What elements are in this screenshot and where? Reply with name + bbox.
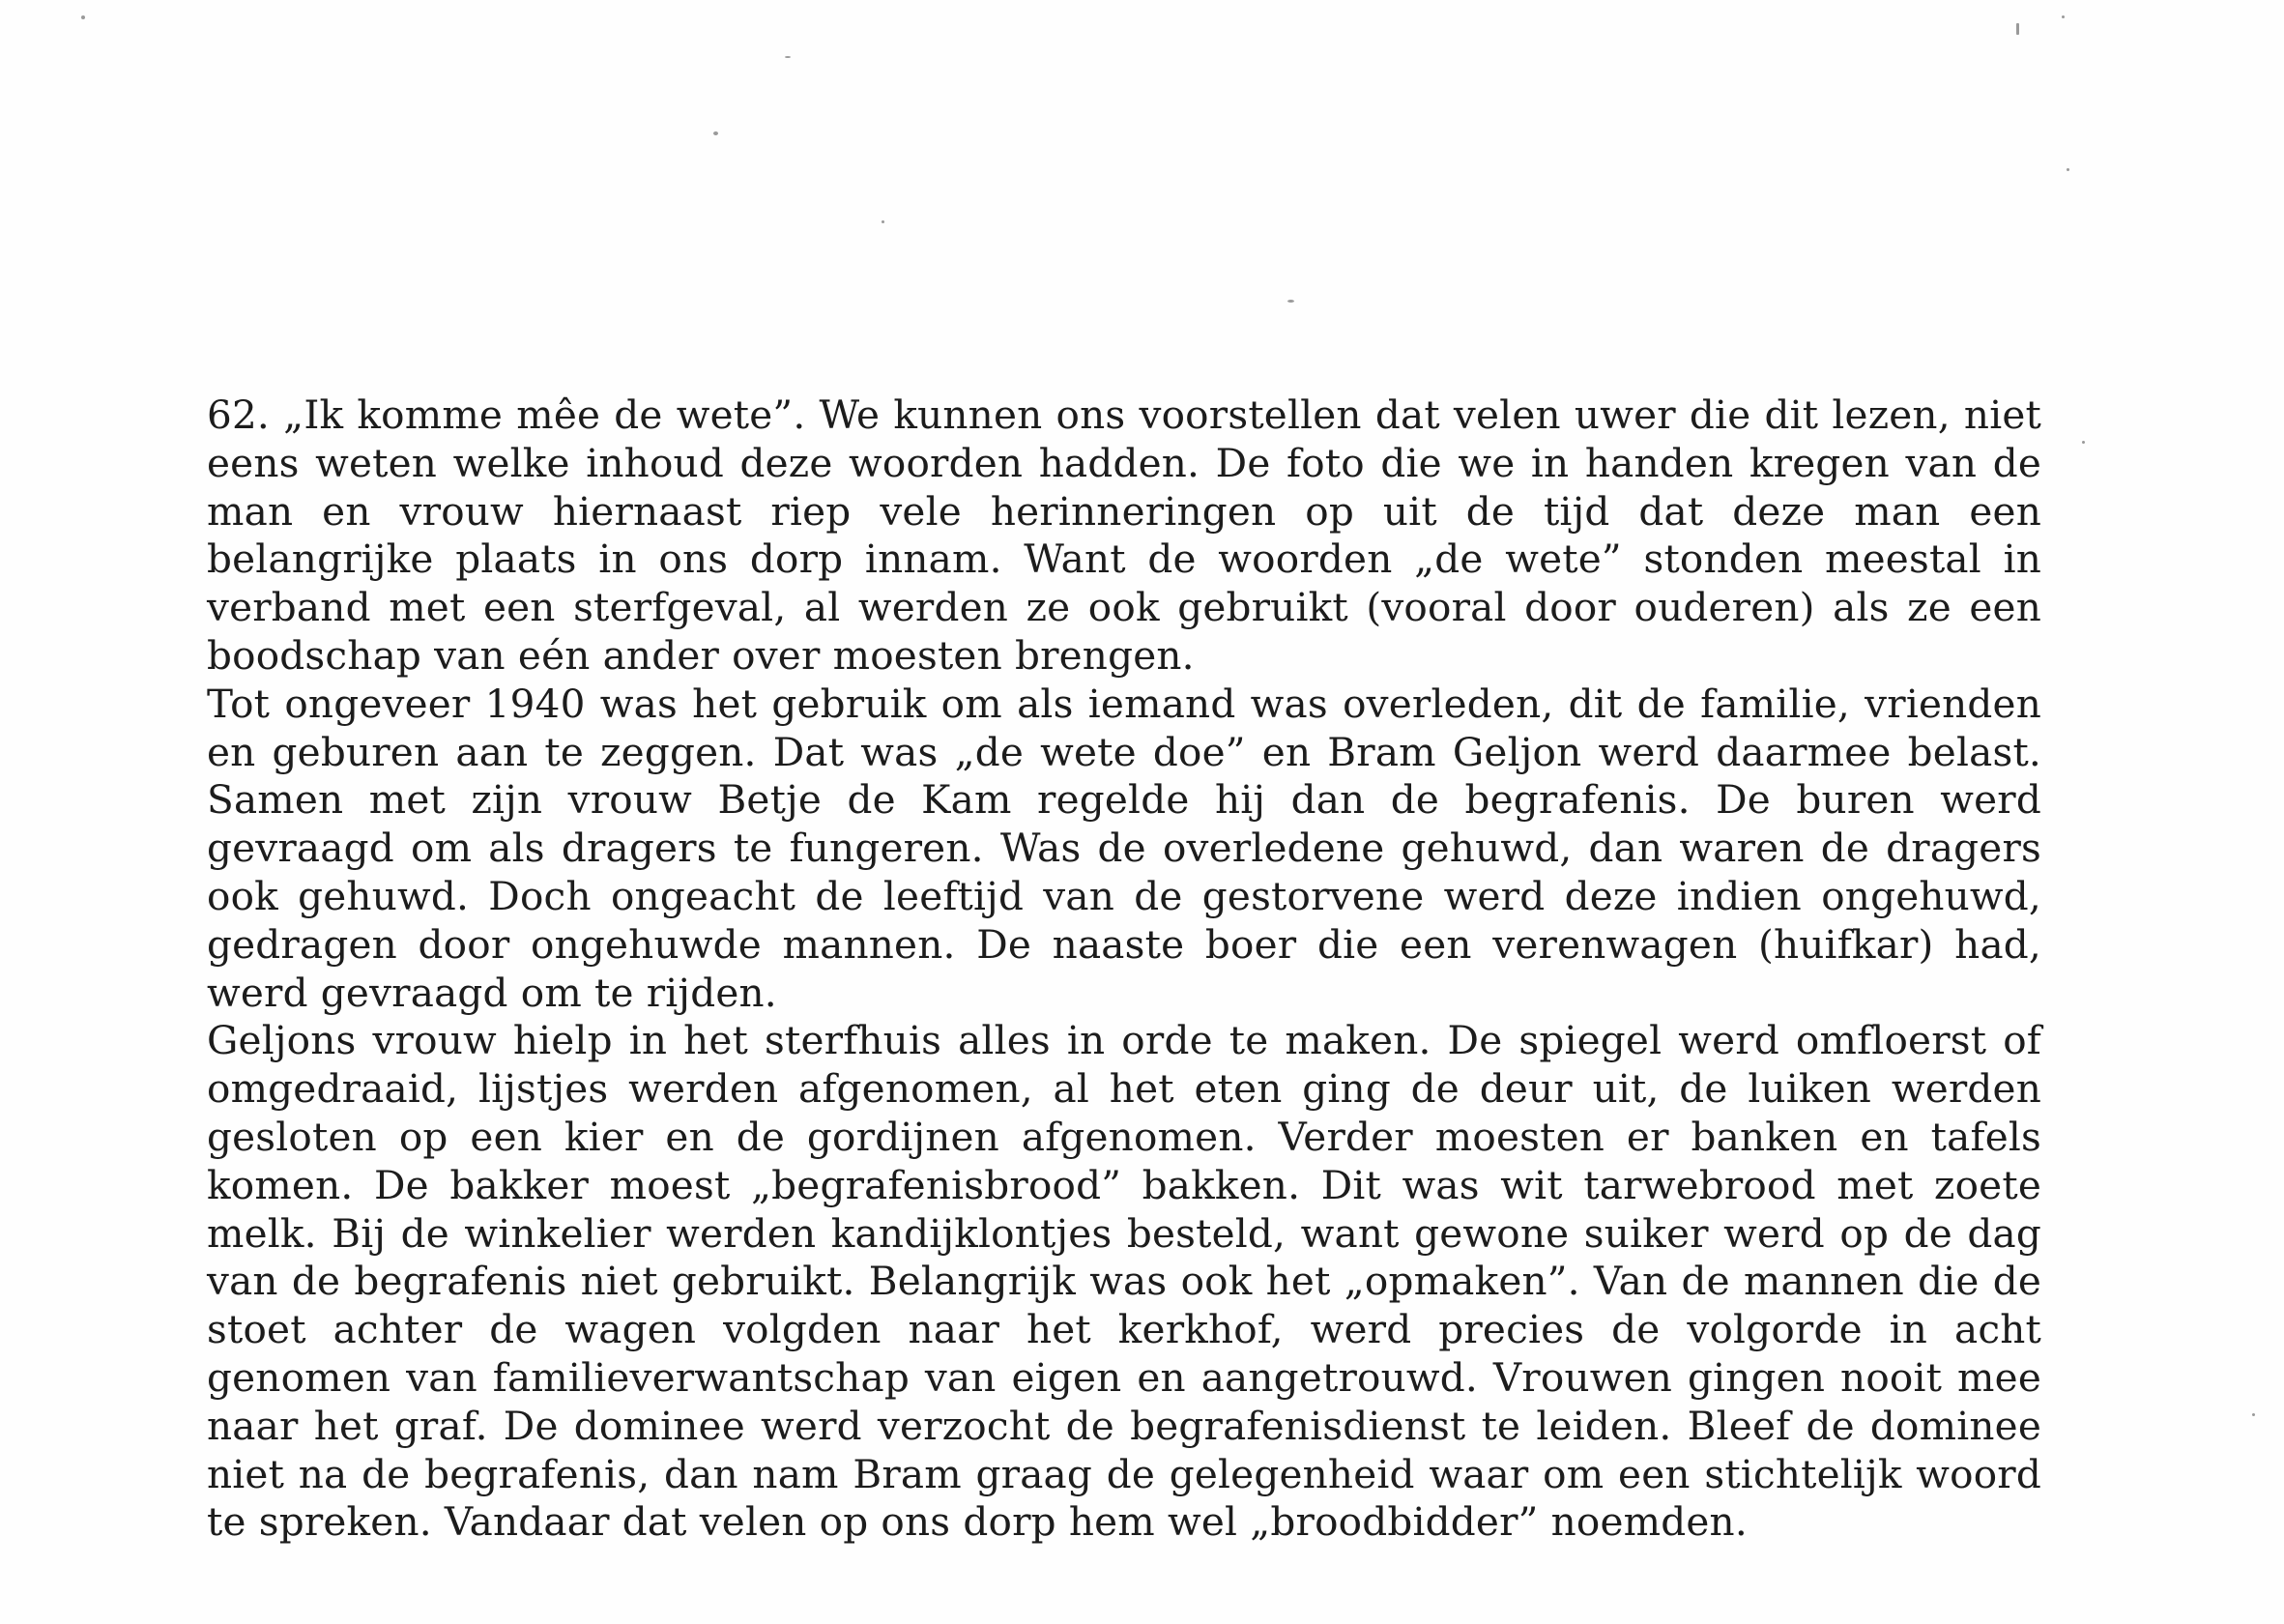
- paragraph-funeral-preparations: Geljons vrouw hielp in het sterfhuis alles in orde te maken. De spiegel werd omfloerst of omgedraaid, lijstjes werden afgenomen, al het eten ging de deur uit, de luiken werden gesloten op een kier en de gordijnen afgenomen. Verder moesten er banken en tafels komen. De bakker moest „begrafenisbrood” bakken. Dit was wit tarwebrood met zoete melk. Bij de winkelier werden kandijklontjes besteld, want gewone suiker werd op de dag van de begrafenis niet gebruikt. Belangrijk was ook het „opmaken”. Van de mannen die de stoet achter de wagen volgden naar het kerkhof, werd precies de volgorde in acht genomen van familieverwantschap van eigen en aangetrouwd. Vrouwen gingen nooit mee naar het graf. De dominee werd verzocht de begrafenisdienst te leiden. Bleef de dominee niet na de begrafenis, dan nam Bram graag de gelegenheid waar om een stichtelijk woord te spreken. Vandaar dat velen op ons dorp hem wel „broodbidder” noemden.: [207, 1017, 2041, 1546]
- paragraph-custom: Tot ongeveer 1940 was het gebruik om als iemand was overleden, dit de familie, vrienden en geburen aan te zeggen. Dat was „de wete doe” en Bram Geljon werd daarmee belast. Samen met zijn vrouw Betje de Kam regelde hij dan de begrafenis. De buren werd gevraagd om als dragers te fungeren. Was de overledene gehuwd, dan waren de dragers ook gehuwd. Doch ongeacht de leeftijd van de gestorvene werd deze indien ongehuwd, gedragen door ongehuwde mannen. De naaste boer die een verenwagen (huifkar) had, werd gevraagd om te rijden.: [207, 680, 2041, 1016]
- article-text: [207, 392, 2041, 1547]
- paragraph-intro: 62. „Ik komme mêe de wete”. We kunnen ons voorstellen dat velen uwer die dit lezen, niet eens weten welke inhoud deze woorden hadden. De foto die we in handen kregen van de man en vrouw hiernaast riep vele herinneringen op uit de tijd dat deze man een belangrijke plaats in ons dorp innam. Want de woorden „de wete” stonden meestal in verband met een sterfgeval, al werden ze ook gebruikt (vooral door ouderen) als ze een boodschap van eén ander over moesten brengen.: [207, 392, 2041, 679]
